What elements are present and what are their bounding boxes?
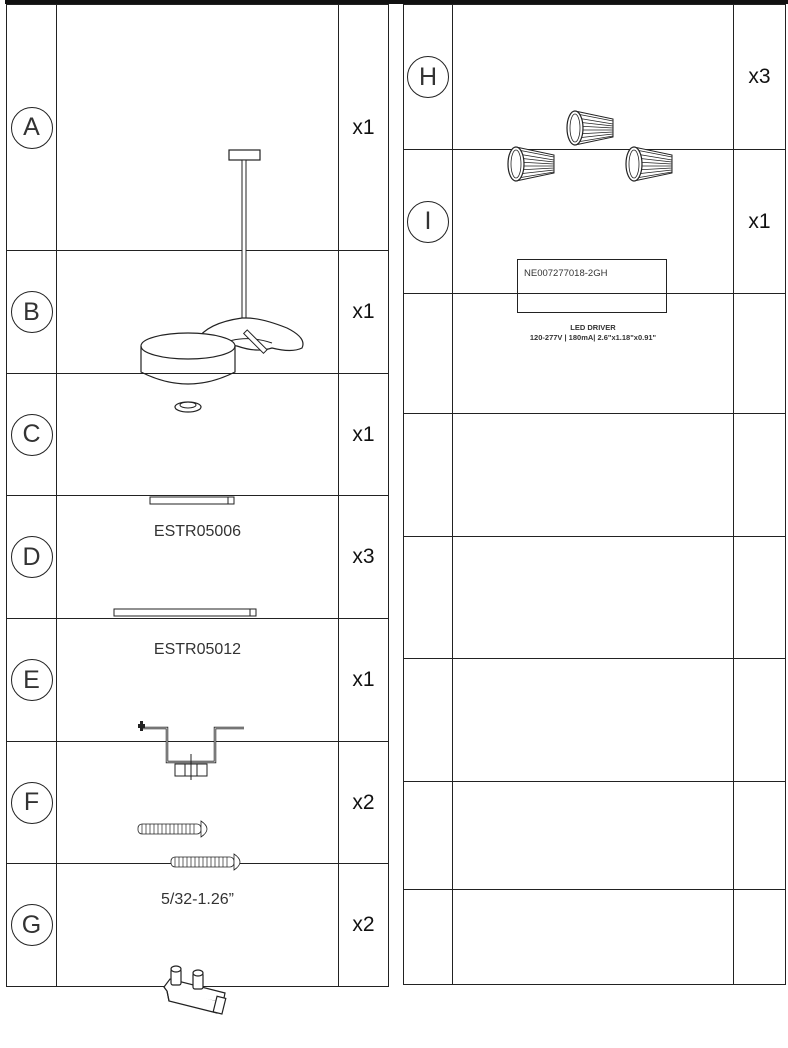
table-row — [7, 251, 389, 374]
table-row — [7, 619, 389, 742]
driver-spec: 120-277V | 180mA| 2.6"x1.18"x0.91" — [529, 332, 657, 342]
table-row-empty — [404, 537, 786, 659]
part-letter: G — [11, 904, 53, 946]
table-row — [7, 5, 389, 251]
table-row — [7, 374, 389, 496]
part-code: ESTR05006 — [153, 522, 242, 540]
table-row-empty — [404, 294, 786, 414]
parts-table-right — [403, 4, 786, 985]
table-row — [7, 496, 389, 619]
part-qty: x1 — [339, 619, 389, 742]
part-qty: x3 — [339, 496, 389, 619]
part-letter: H — [407, 56, 449, 98]
parts-table-left — [6, 4, 389, 987]
table-row-empty — [404, 414, 786, 537]
driver-title: LED DRIVER — [570, 322, 616, 332]
table-row-empty — [404, 890, 786, 985]
part-letter: E — [11, 659, 53, 701]
part-qty: x1 — [339, 374, 389, 496]
part-qty: x1 — [339, 5, 389, 251]
part-letter: F — [11, 782, 53, 824]
part-qty: x1 — [339, 251, 389, 374]
part-letter: C — [11, 414, 53, 456]
part-code: ESTR05012 — [153, 641, 242, 658]
part-qty: x2 — [339, 864, 389, 987]
driver-model: NE007277018-2GH — [524, 267, 608, 279]
part-qty: x3 — [734, 5, 786, 150]
table-row-empty — [404, 782, 786, 890]
part-letter: I — [407, 201, 449, 243]
table-row — [7, 742, 389, 864]
table-row — [404, 5, 786, 150]
part-letter: D — [11, 536, 53, 578]
part-qty: x2 — [339, 742, 389, 864]
table-row — [7, 864, 389, 987]
screw-size: 5/32-1.26” — [161, 890, 234, 908]
table-row-empty — [404, 659, 786, 782]
part-letter: A — [11, 107, 53, 149]
part-qty: x1 — [734, 150, 786, 294]
part-letter: B — [11, 291, 53, 333]
table-row — [404, 150, 786, 294]
